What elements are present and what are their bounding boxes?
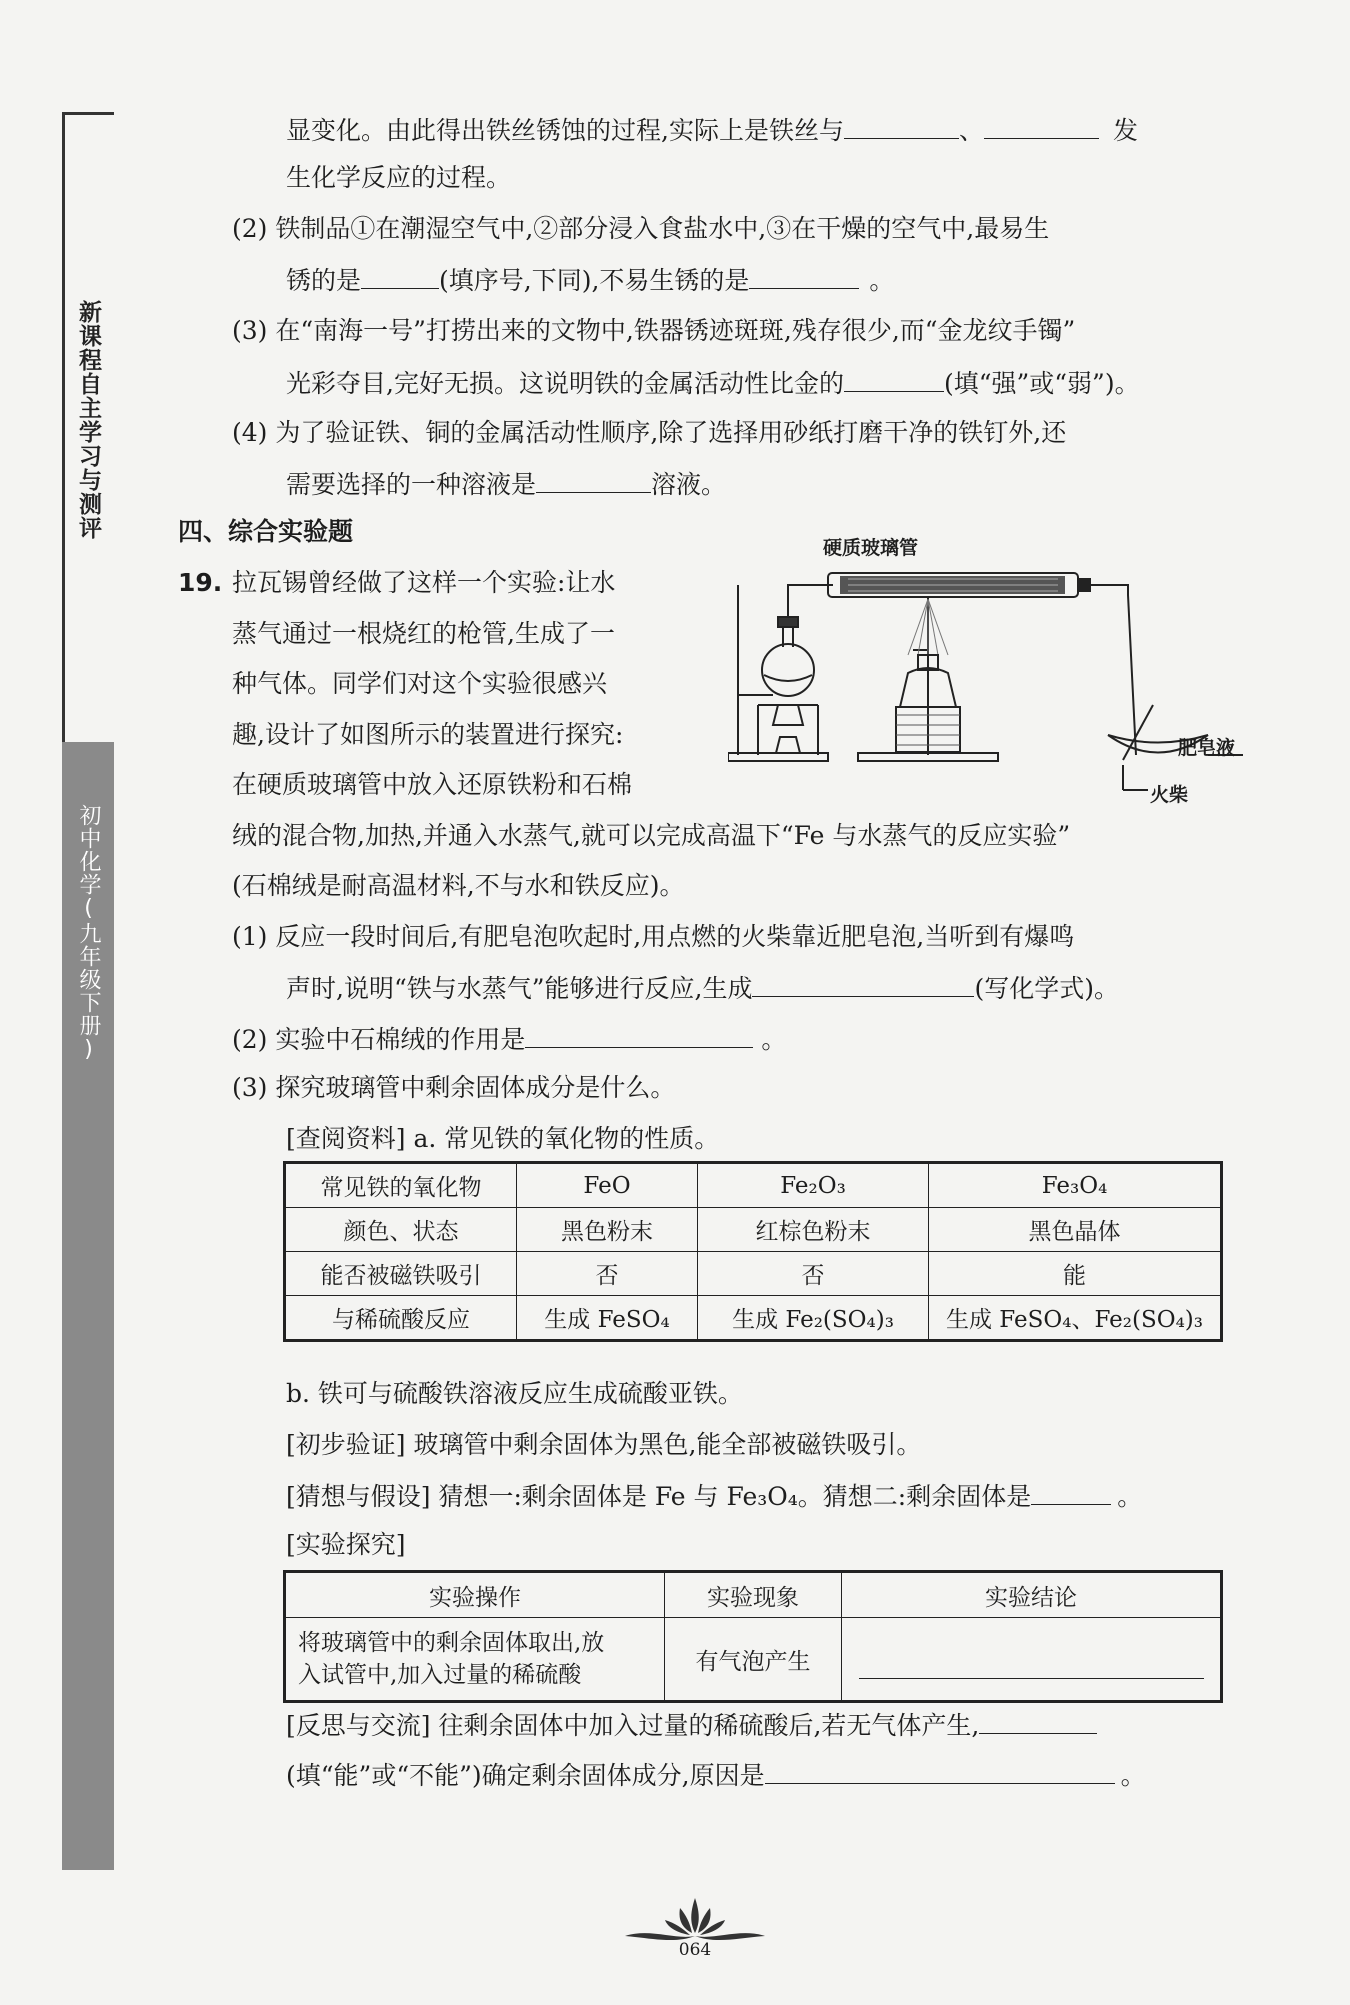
table-row <box>285 1296 1222 1341</box>
text: 显变化。由此得出铁丝锈蚀的过程,实际上是铁丝与 <box>286 116 844 145</box>
apparatus-diagram <box>728 555 1248 810</box>
subquestion-1: (1) 反应一段时间后,有肥皂泡吹起时,用点燃的火柴靠近肥皂泡,当听到有爆鸣 <box>232 922 1075 951</box>
text-line: 种气体。同学们对这个实验很感兴 <box>232 669 608 698</box>
answer-blank[interactable] <box>765 1757 1115 1784</box>
table-cell: 否 <box>517 1252 698 1296</box>
text: [反思与交流] 往剩余固体中加入过量的稀硫酸后,若无气体产生, <box>286 1711 980 1740</box>
text: 。 <box>1117 1482 1143 1511</box>
answer-blank[interactable] <box>844 112 959 139</box>
table-cell: 黑色晶体 <box>929 1208 1222 1252</box>
table-row <box>285 1618 1222 1702</box>
table-header-cell: 实验操作 <box>285 1572 665 1618</box>
table-cell: 否 <box>698 1252 929 1296</box>
table-cell: 颜色、状态 <box>285 1208 517 1252</box>
text-line: 生化学反应的过程。 <box>286 163 512 192</box>
answer-blank[interactable] <box>859 1652 1204 1679</box>
answer-blank[interactable] <box>525 1021 753 1048</box>
answer-blank[interactable] <box>979 1707 1097 1734</box>
text: 。 <box>1120 1761 1146 1790</box>
table-cell: 与稀硫酸反应 <box>285 1296 517 1341</box>
table-cell <box>285 1618 665 1702</box>
sidebar-series-title: 新课程自主学习与测评 <box>75 300 101 540</box>
footer-ornament-icon <box>620 1888 770 1948</box>
table-header-cell: FeO <box>517 1163 698 1208</box>
table-header-cell: 实验现象 <box>665 1572 842 1618</box>
subquestion-2 <box>232 1021 786 1057</box>
text-line: 拉瓦锡曾经做了这样一个实验:让水 <box>232 568 616 597</box>
text-line <box>286 365 1140 401</box>
text: 。 <box>869 266 895 295</box>
text-line: 绒的混合物,加热,并通入水蒸气,就可以完成高温下“Fe 与水蒸气的反应实验” <box>232 821 1071 850</box>
table-cell: 生成 FeSO₄、Fe₂(SO₄)₃ <box>929 1296 1222 1341</box>
table-header-cell: 常见铁的氧化物 <box>285 1163 517 1208</box>
match-label: 火柴 <box>1150 784 1189 806</box>
text-line: 在硬质玻璃管中放入还原铁粉和石棉 <box>232 770 633 799</box>
glass-tube-label: 硬质玻璃管 <box>823 537 919 559</box>
sidebar-series-tab <box>62 112 114 742</box>
question-number: 19. <box>178 568 223 597</box>
table-cell: 黑色粉末 <box>517 1208 698 1252</box>
text: (填序号,下同),不易生锈的是 <box>439 266 750 295</box>
table-row <box>285 1163 1222 1208</box>
text-line: 蒸气通过一根烧红的枪管,生成了一 <box>232 619 615 648</box>
table-cell: 红棕色粉末 <box>698 1208 929 1252</box>
text: 。 <box>761 1025 787 1054</box>
text: 溶液。 <box>651 470 727 499</box>
experiment-table <box>283 1570 1223 1703</box>
answer-blank[interactable] <box>749 262 859 289</box>
table-row <box>285 1208 1222 1252</box>
text: 发 <box>1112 116 1138 145</box>
initial-verification: [初步验证] 玻璃管中剩余固体为黑色,能全部被磁铁吸引。 <box>286 1430 922 1459</box>
question-4: (4) 为了验证铁、铜的金属活动性顺序,除了选择用砂纸打磨干净的铁钉外,还 <box>232 418 1067 447</box>
answer-blank[interactable] <box>536 466 651 493</box>
table-row <box>285 1252 1222 1296</box>
reference-heading: [查阅资料] a. 常见铁的氧化物的性质。 <box>286 1124 720 1153</box>
answer-blank[interactable] <box>1031 1478 1111 1505</box>
text: [猜想与假设] 猜想一:剩余固体是 Fe 与 Fe₃O₄。猜想二:剩余固体是 <box>286 1482 1032 1511</box>
reference-note: b. 铁可与硫酸铁溶液反应生成硫酸亚铁。 <box>286 1379 743 1408</box>
reflection <box>286 1707 1097 1743</box>
question-2: (2) 铁制品①在潮湿空气中,②部分浸入食盐水中,③在干燥的空气中,最易生 <box>232 214 1050 243</box>
text-line <box>286 262 894 298</box>
answer-blank[interactable] <box>361 262 439 289</box>
text-line <box>286 466 726 502</box>
answer-blank[interactable] <box>752 970 974 997</box>
section-heading: 四、综合实验题 <box>178 517 354 546</box>
text: 锈的是 <box>286 266 362 295</box>
text-line: (石棉绒是耐高温材料,不与水和铁反应)。 <box>232 871 685 900</box>
text: (2) 实验中石棉绒的作用是 <box>232 1025 526 1054</box>
text: 、 <box>958 116 984 145</box>
text-line <box>286 1757 1146 1793</box>
operation-line: 将玻璃管中的剩余固体取出,放 <box>298 1630 605 1656</box>
table-header-cell: Fe₃O₄ <box>929 1163 1222 1208</box>
table-header-cell: 实验结论 <box>842 1572 1222 1618</box>
table-cell: 能否被磁铁吸引 <box>285 1252 517 1296</box>
text: (填“强”或“弱”)。 <box>943 369 1140 398</box>
answer-blank[interactable] <box>984 112 1099 139</box>
table-cell: 生成 FeSO₄ <box>517 1296 698 1341</box>
table-cell: 能 <box>929 1252 1222 1296</box>
sidebar-subject-tab <box>62 742 114 1870</box>
apparatus-figure <box>728 537 1248 810</box>
sidebar-subject-title: 初中化学(九年级下册) <box>76 804 101 1063</box>
subquestion-3: (3) 探究玻璃管中剩余固体成分是什么。 <box>232 1073 676 1102</box>
text: 需要选择的一种溶液是 <box>286 470 537 499</box>
text-line <box>286 112 1138 148</box>
text-line <box>286 970 1119 1006</box>
iron-oxide-table <box>283 1161 1223 1342</box>
hypothesis <box>286 1478 1142 1514</box>
table-row <box>285 1572 1222 1618</box>
experiment-heading: [实验探究] <box>286 1530 406 1559</box>
question-3: (3) 在“南海一号”打捞出来的文物中,铁器锈迹斑斑,残存很少,而“金龙纹手镯” <box>232 316 1076 345</box>
answer-blank[interactable] <box>844 365 944 392</box>
text: 声时,说明“铁与水蒸气”能够进行反应,生成 <box>286 974 753 1003</box>
soap-solution-label: 肥皂液 <box>1178 737 1236 759</box>
table-header-cell: Fe₂O₃ <box>698 1163 929 1208</box>
text-line: 趣,设计了如图所示的装置进行探究: <box>232 720 624 749</box>
text: (写化学式)。 <box>974 974 1119 1003</box>
operation-line: 入试管中,加入过量的稀硫酸 <box>298 1662 582 1688</box>
page-number: 064 <box>678 1940 712 1960</box>
text: 光彩夺目,完好无损。这说明铁的金属活动性比金的 <box>286 369 844 398</box>
table-cell <box>842 1618 1222 1702</box>
table-cell: 有气泡产生 <box>665 1618 842 1702</box>
text: (填“能”或“不能”)确定剩余固体成分,原因是 <box>286 1761 765 1790</box>
table-cell: 生成 Fe₂(SO₄)₃ <box>698 1296 929 1341</box>
